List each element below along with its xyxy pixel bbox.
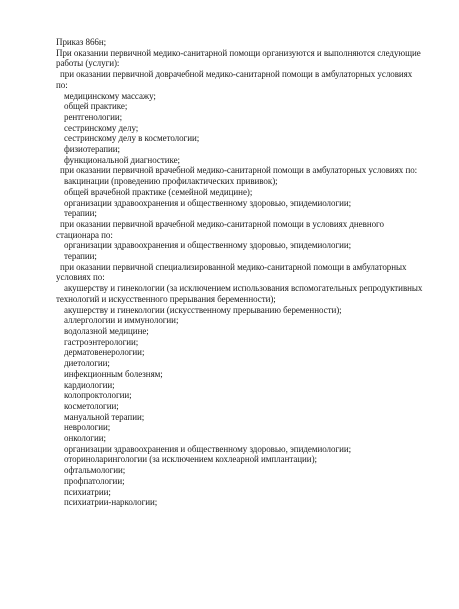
document-line: Приказ 866н; — [56, 37, 107, 47]
document-line: инфекционным болезням; — [64, 368, 163, 379]
document-line: офтальмологии; — [64, 465, 126, 476]
document-line: кардиологии; — [64, 379, 115, 390]
document-line: при оказании первичной врачебной медико-санитарной помощи в амбулаторных условиях по: — [60, 165, 418, 176]
document-line: рентгенологии; — [64, 111, 123, 122]
document-line: терапии; — [64, 208, 97, 219]
document-line: акушерству и гинекологии (за исключением использования вспомогательных репродуктивных — [64, 283, 423, 294]
document-line: дерматовенерологии; — [64, 347, 145, 358]
document-line: общей практике; — [64, 101, 128, 112]
document-line: организации здравоохранения и общественному здоровью, эпидемиологии; — [64, 443, 352, 454]
document-text — [56, 37, 446, 508]
document-line: условиях по: — [56, 272, 105, 283]
document-line: психиатрии-наркологии; — [64, 497, 158, 508]
document-line: медицинскому массажу; — [64, 90, 156, 101]
document-line: диетологии; — [64, 358, 110, 369]
document-line: технологий и искусственного прерывания беременности); — [56, 293, 276, 304]
document-line: организации здравоохранения и общественному здоровью, эпидемиологии; — [64, 240, 352, 251]
document-line: гастроэнтерологии; — [64, 336, 139, 347]
document-line: сестринскому делу в косметологии; — [64, 133, 200, 144]
document-line: при оказании первичной специализированной медико-санитарной помощи в амбулаторных — [60, 261, 407, 272]
document-line: общей врачебной практике (семейной медицине); — [64, 186, 253, 197]
document-line: стационара по: — [56, 229, 113, 240]
document-line: терапии; — [64, 251, 97, 262]
document-line: психиатрии; — [64, 486, 111, 497]
document-line: работы (услуги): — [56, 58, 120, 69]
document-line: сестринскому делу; — [64, 122, 139, 133]
document-line: вакцинации (проведению профилактических прививок); — [64, 176, 278, 187]
document-line: водолазной медицине; — [64, 325, 149, 336]
document-line: онкологии; — [64, 433, 106, 444]
document-line: акушерству и гинекологии (искусственному прерыванию беременности); — [64, 304, 342, 315]
document-line: неврологии; — [64, 422, 111, 433]
document-line: мануальной терапии; — [64, 411, 145, 422]
document-line: по: — [56, 79, 68, 90]
document-line: При оказании первичной медико-санитарной помощи организуются и выполняются следующие — [56, 47, 421, 58]
document-line: оториноларингологии (за исключением кохлеарной имплантации); — [64, 454, 317, 465]
document-line: профпатологии; — [64, 475, 125, 486]
document-line: физиотерапии; — [64, 144, 121, 155]
document-line: аллергологии и иммунологии; — [64, 315, 179, 326]
document-line: функциональной диагностике; — [64, 154, 180, 165]
document-line: при оказании первичной доврачебной медико-санитарной помощи в амбулаторных условиях — [60, 69, 413, 80]
document-line: при оказании первичной врачебной медико-санитарной помощи в условиях дневного — [60, 218, 384, 229]
document-line: колопроктологии; — [64, 390, 132, 401]
document-line: косметологии; — [64, 400, 119, 411]
document-line: организации здравоохранения и общественному здоровью, эпидемиологии; — [64, 197, 352, 208]
